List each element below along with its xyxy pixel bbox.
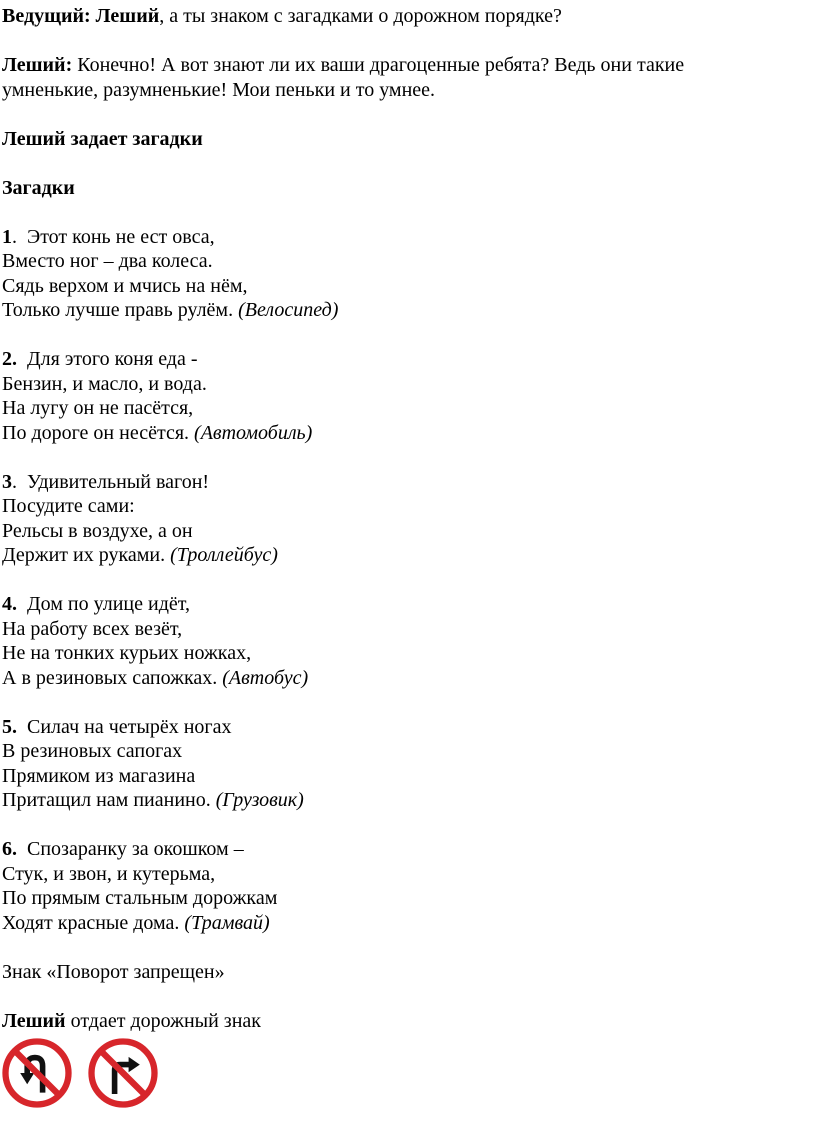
riddle-line: А в резиновых сапожках. [2, 666, 218, 689]
riddle-line: Вместо ног – два колеса. [2, 250, 213, 272]
riddle-number: 4. [2, 593, 17, 615]
riddle-line: Бензин, и масло, и вода. [2, 372, 207, 395]
leshy-label: Леший: [2, 54, 73, 76]
riddle-line: Силач на четырёх ногах [27, 715, 232, 738]
road-signs [2, 1038, 202, 1118]
riddle-number: 1 [2, 225, 12, 248]
riddle-line: Притащил нам пианино. [2, 789, 211, 811]
riddle-answer: (Автомобиль) [194, 421, 313, 444]
riddle-number: 5. [2, 715, 17, 738]
riddle-answer: (Трамвай) [184, 911, 270, 934]
riddle-4 [2, 592, 802, 690]
riddle-number-suffix: . [12, 470, 17, 493]
riddle-answer: (Велосипед) [238, 299, 339, 321]
leshy-reply [2, 53, 802, 102]
riddle-3 [2, 470, 802, 568]
riddle-line: Держит их руками. [2, 544, 166, 566]
heading-leshy-asks: Леший задает загадки [2, 127, 203, 150]
host-line [2, 4, 802, 29]
host-text: , а ты знаком с загадками о дорожном порядке? [159, 5, 562, 27]
riddle-line: На работу всех везёт, [2, 617, 183, 640]
leshy-reply-text-1: Конечно! А вот знают ли их ваши драгоценные ребята? Ведь они такие [72, 54, 685, 76]
riddle-line: Дом по улице идёт, [27, 593, 190, 615]
riddle-1 [2, 225, 802, 323]
leshy-gives-line [2, 1009, 802, 1034]
riddle-line: Ходят красные дома. [2, 911, 180, 934]
riddle-line: Прямиком из магазина [2, 764, 196, 787]
riddle-2 [2, 347, 802, 445]
document-content [2, 4, 802, 1033]
riddle-line: Стук, и звон, и кутерьма, [2, 862, 216, 885]
riddle-number: 3 [2, 470, 12, 493]
sign-caption: Знак «Поворот запрещен» [2, 960, 225, 983]
riddle-number: 2. [2, 348, 17, 370]
riddle-line: Сядь верхом и мчись на нём, [2, 274, 248, 297]
riddle-line: Только лучше правь рулём. [2, 299, 234, 321]
riddle-line: На лугу он не пасётся, [2, 397, 194, 419]
riddle-line: Не на тонких курьих ножках, [2, 642, 252, 664]
leshy-gives-label: Леший [2, 1009, 66, 1032]
leshy-reply-text-2: умненькие, разумненькие! Мои пеньки и то умнее. [2, 78, 436, 101]
riddle-number-suffix: . [12, 225, 17, 248]
riddle-line: Этот конь не ест овса, [27, 225, 215, 248]
riddle-number: 6. [2, 838, 17, 860]
riddle-line: Рельсы в воздухе, а он [2, 519, 193, 542]
riddle-5 [2, 715, 802, 813]
riddle-line: Удивительный вагон! [27, 470, 210, 493]
riddle-line: По дороге он несётся. [2, 421, 190, 444]
riddle-answer: (Грузовик) [215, 789, 304, 811]
riddle-line: Для этого коня еда - [27, 348, 198, 370]
no-u-turn-sign-icon [2, 1038, 72, 1108]
riddle-answer: (Троллейбус) [170, 544, 278, 566]
riddle-line: В резиновых сапогах [2, 740, 183, 762]
riddle-line: Посудите сами: [2, 495, 135, 517]
host-label: Ведущий: Леший [2, 5, 160, 27]
leshy-gives-text: отдает дорожный знак [65, 1009, 261, 1032]
no-right-turn-sign-icon [88, 1038, 158, 1108]
heading-riddles: Загадки [2, 176, 75, 199]
riddle-line: Спозаранку за окошком – [27, 838, 244, 860]
riddle-answer: (Автобус) [222, 666, 309, 689]
riddle-6 [2, 837, 802, 935]
riddle-line: По прямым стальным дорожкам [2, 887, 278, 909]
